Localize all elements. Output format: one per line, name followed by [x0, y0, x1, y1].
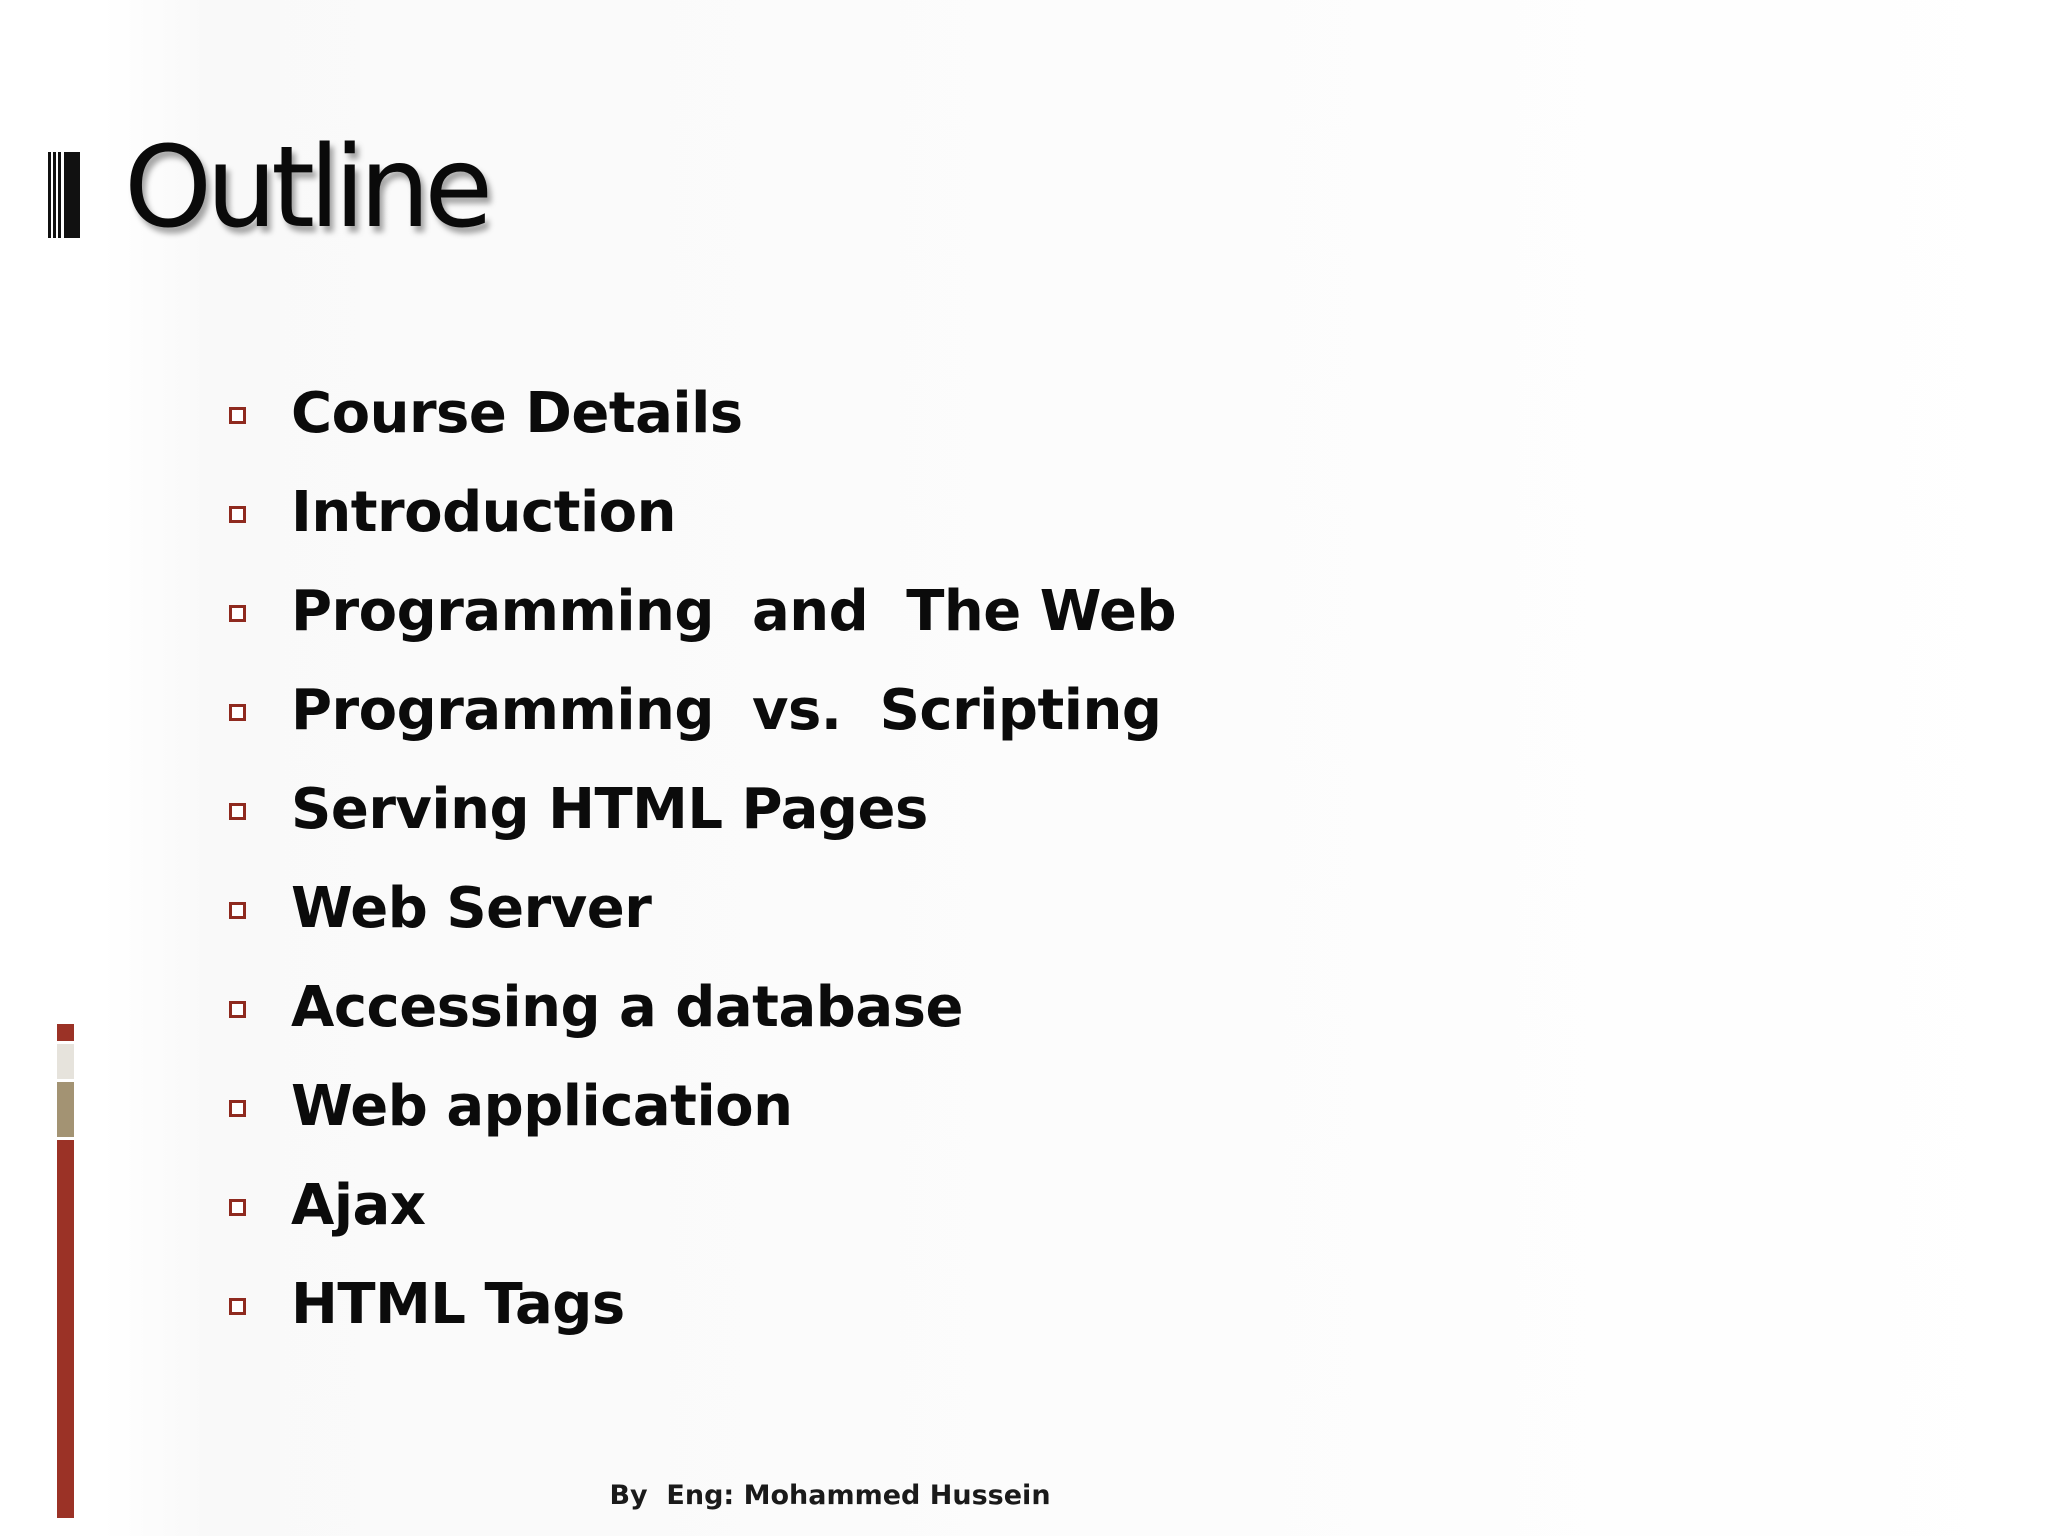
hollow-square-bullet-icon	[229, 1001, 246, 1018]
accent-bar-light	[57, 1044, 74, 1079]
list-item-label: Web Server	[291, 876, 652, 941]
slide-footer: By Eng: Mohammed Hussein	[609, 1480, 1051, 1511]
slide-title: Outline	[124, 123, 488, 253]
list-item-label: Programming and The Web	[291, 579, 1177, 644]
list-item-label: Introduction	[291, 480, 677, 545]
list-item-label: Ajax	[291, 1173, 426, 1238]
hollow-square-bullet-icon	[229, 1199, 246, 1216]
hollow-square-bullet-icon	[229, 704, 246, 721]
accent-bar-red-top	[57, 1024, 74, 1041]
hollow-square-bullet-icon	[229, 1100, 246, 1117]
list-item-label: Course Details	[291, 381, 743, 446]
list-item-label: Accessing a database	[291, 975, 963, 1040]
hollow-square-bullet-icon	[229, 605, 246, 622]
hollow-square-bullet-icon	[229, 506, 246, 523]
side-accent-bars	[57, 1024, 74, 1518]
hollow-square-bullet-icon	[229, 902, 246, 919]
hollow-square-bullet-icon	[229, 1298, 246, 1315]
hollow-square-bullet-icon	[229, 407, 246, 424]
accent-bar-tan	[57, 1082, 74, 1137]
accent-bar-red-long	[57, 1140, 74, 1518]
list-item-label: HTML Tags	[291, 1272, 625, 1337]
hollow-square-bullet-icon	[229, 803, 246, 820]
list-item-label: Web application	[291, 1074, 793, 1139]
list-item-label: Serving HTML Pages	[291, 777, 928, 842]
vertical-bars-icon	[48, 152, 82, 238]
list-item-label: Programming vs. Scripting	[291, 678, 1162, 743]
